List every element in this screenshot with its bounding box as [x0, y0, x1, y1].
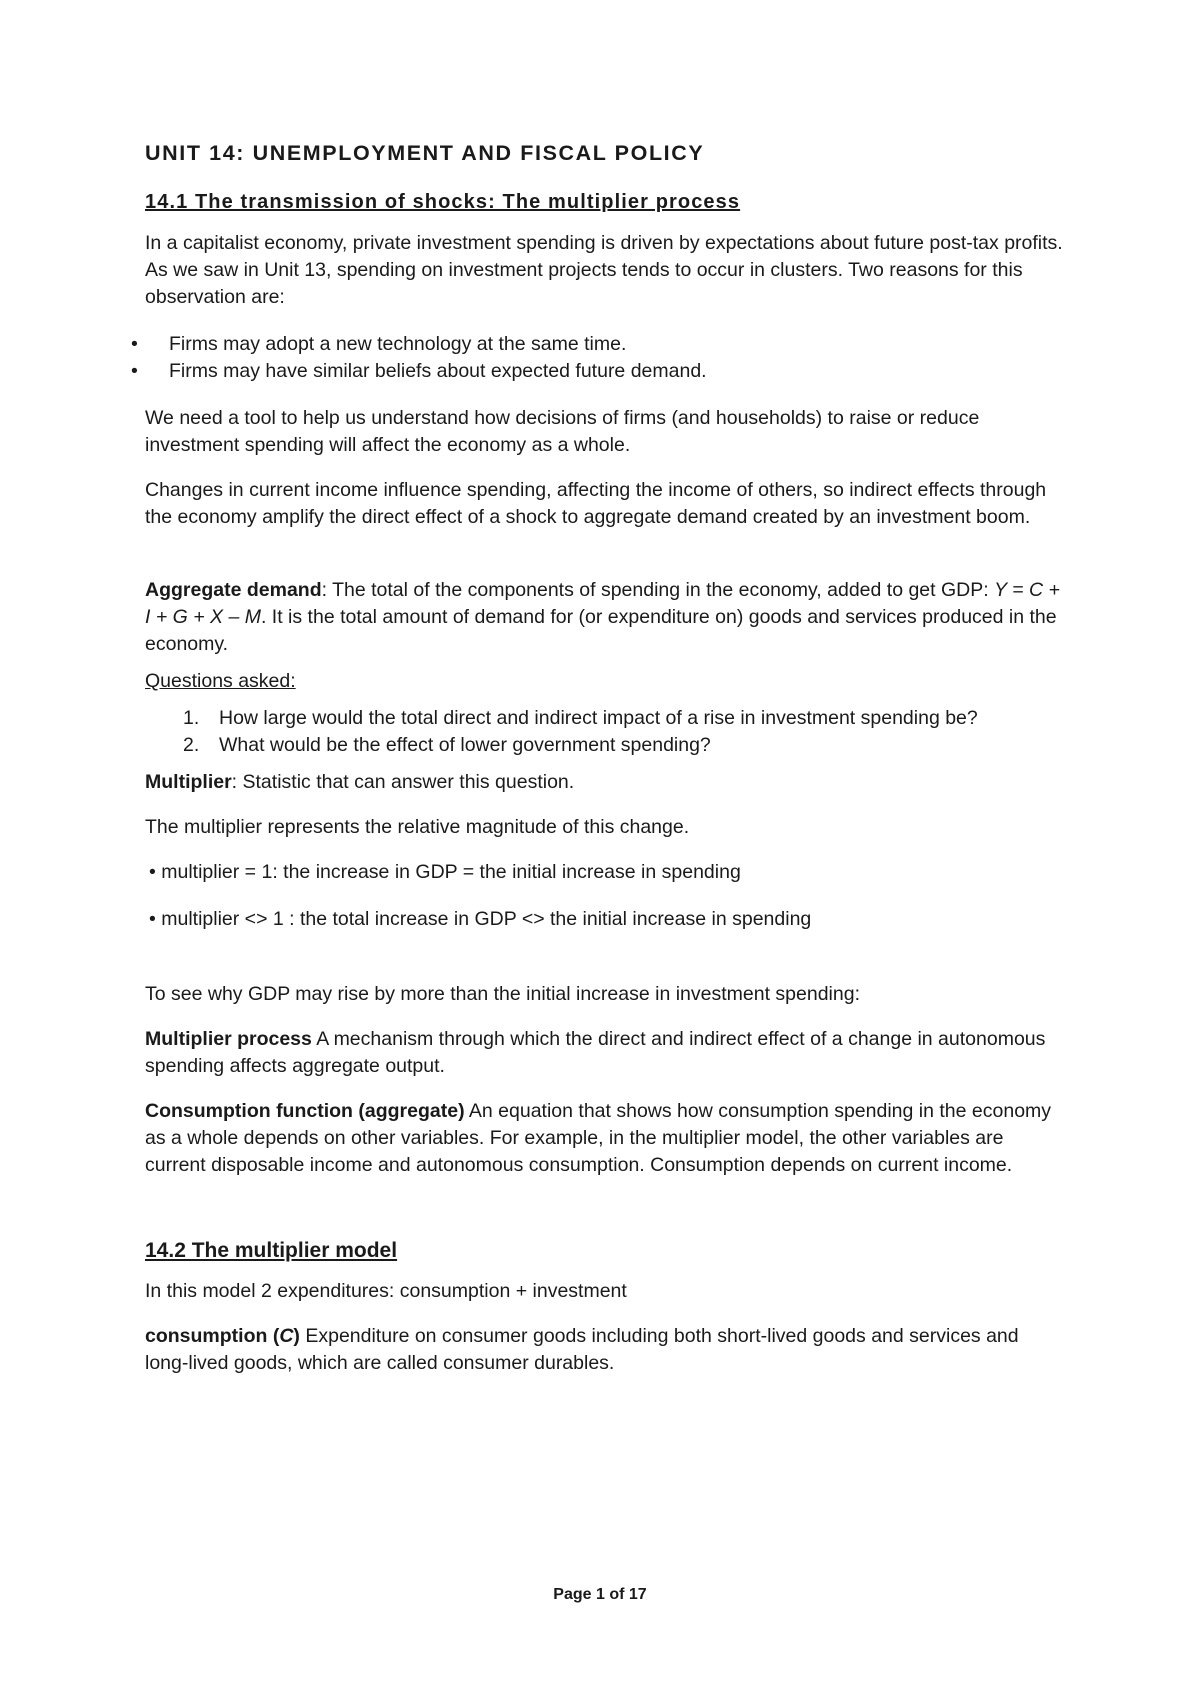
multiplier-represents: The multiplier represents the relative magnitude of this change.: [145, 816, 690, 838]
page-total: 17: [628, 1586, 647, 1603]
model-intro: In this model 2 expenditures: consumption + investment: [145, 1280, 627, 1302]
page-footer: Page 1 of 17: [553, 1586, 647, 1603]
consumption-definition: consumption (C) Expenditure on consumer goods including both short-lived goods and services and long-lived goods, which are called consumer durables.: [145, 1325, 1019, 1374]
section-14-2-heading: 14.2 The multiplier model: [145, 1239, 398, 1262]
consumption-function-term: Consumption function (aggregate): [145, 1100, 465, 1122]
document-page: [145, 140, 1065, 1395]
multiplier-process-term: Multiplier process: [145, 1028, 312, 1050]
unit-title: UNIT 14: UNEMPLOYMENT AND FISCAL POLICY: [145, 141, 705, 165]
page-number: 1: [595, 1586, 605, 1603]
consumption-term: consumption (C): [145, 1325, 300, 1347]
multiplier-definition: Multiplier: Statistic that can answer this question.: [145, 771, 575, 793]
aggregate-demand-term: Aggregate demand: [145, 579, 322, 601]
questions-label: Questions asked:: [145, 670, 296, 692]
consumption-function-definition: Consumption function (aggregate) An equation that shows how consumption spending in the economy as a whole depends on other variables. For example, in the multiplier model, the other variables are current disposable income and autonomous consumption. Consumption depends on current income.: [145, 1100, 1052, 1176]
list-item: 1. How large would the total direct and indirect impact of a rise in investment spending be?: [183, 707, 978, 729]
multiplier-case-not-equal: • multiplier <> 1 : the total increase in GDP <> the initial increase in spending: [149, 908, 812, 930]
multiplier-process-definition: Multiplier process A mechanism through which the direct and indirect effect of a change in autonomous spending affects aggregate output.: [145, 1028, 1046, 1077]
reasons-list: [145, 331, 1065, 385]
multiplier-case-equal: • multiplier = 1: the increase in GDP = the initial increase in spending: [149, 861, 741, 883]
list-item: • Firms may adopt a new technology at the same time.: [145, 331, 1065, 358]
multiplier-term: Multiplier: [145, 771, 232, 793]
tool-paragraph: We need a tool to help us understand how decisions of firms (and households) to raise or reduce investment spending will affect the economy as a whole.: [145, 407, 980, 456]
why-paragraph: To see why GDP may rise by more than the initial increase in investment spending:: [145, 983, 860, 1005]
list-item: • Firms may have similar beliefs about expected future demand.: [145, 358, 1065, 385]
aggregate-demand-definition: Aggregate demand: The total of the components of spending in the economy, added to get GDP: Y = C + I + G + X – M. It is the total amount of demand for (or expenditure on) goods and services produced in the economy.: [145, 579, 1060, 655]
list-item: 2. What would be the effect of lower government spending?: [183, 734, 711, 756]
questions-list: [145, 705, 1065, 759]
gdp-equation: Y = C + I + G + X – M: [145, 579, 1060, 628]
section-14-1-heading: 14.1 The transmission of shocks: The multiplier process: [145, 191, 741, 213]
intro-paragraph: In a capitalist economy, private investment spending is driven by expectations about future post-tax profits. As we saw in Unit 13, spending on investment projects tends to occur in clusters. Two reasons for this observation are:: [145, 232, 1063, 308]
changes-paragraph: Changes in current income influence spending, affecting the income of others, so indirect effects through the economy amplify the direct effect of a shock to aggregate demand created by an investment boom.: [145, 479, 1047, 528]
